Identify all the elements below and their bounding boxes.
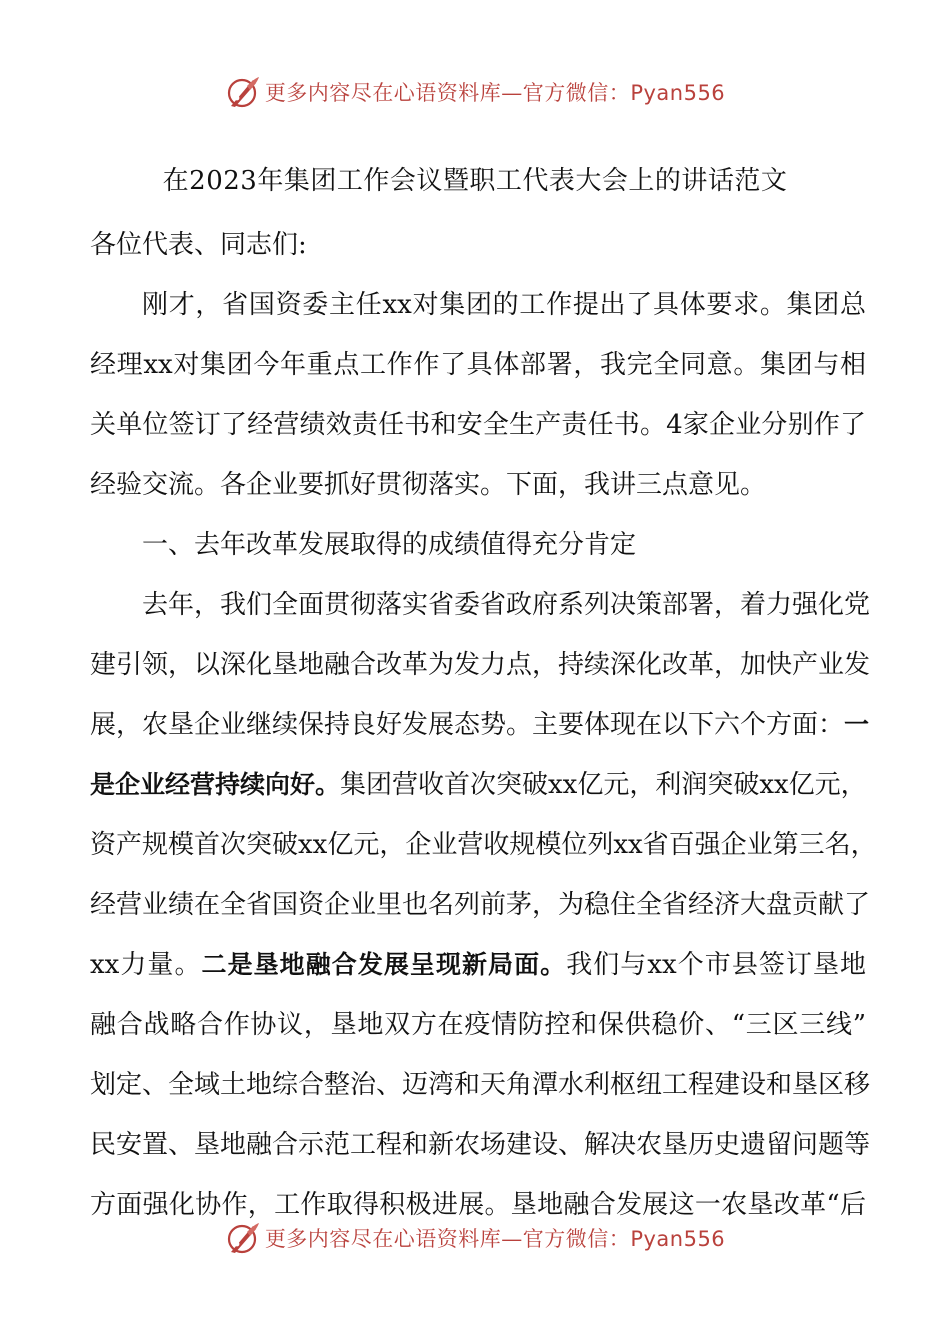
watermark-label: 更多内容尽在心语资料库—官方微信： [264,81,631,105]
body-line [90,644,871,704]
body-line [90,524,866,584]
body-text: 资产规模首次突破xx亿元，企业营收规模位列xx省百强企业第三名， [90,830,877,860]
body-line [90,944,866,1004]
body-text: 关单位签订了经营绩效责任书和安全生产责任书。4家企业分别作了 [90,410,866,440]
body-text: xx力量。 [90,950,202,980]
body-text: 刚才，省国资委主任xx对集团的工作提出了具体要求。集团总 [142,290,866,320]
watermark-handle: Pyan556 [630,81,726,105]
body-text: 经营业绩在全省国资企业里也名列前茅，为稳住全省经济大盘贡献了 [90,890,871,920]
body-text: 我们与xx个市县签订垦地 [566,950,867,980]
body-text: 民安置、垦地融合示范工程和新农场建设、解决农垦历史遗留问题等 [90,1130,871,1160]
body-text: 划定、全域土地综合整治、迈湾和天角潭水利枢纽工程建设和垦区移 [90,1070,871,1100]
body-line [90,224,866,284]
body-text: 融合战略合作协议，垦地双方在疫情防控和保供稳价、“三区三线” [90,1010,866,1040]
watermark-label: 更多内容尽在心语资料库—官方微信： [264,1227,631,1251]
body-text: 集团营收首次突破xx亿元，利润突破xx亿元， [340,770,867,800]
body-line [90,1124,871,1184]
body-line [90,884,871,944]
body-line [90,404,866,464]
body-text: 各位代表、同志们: [90,230,307,260]
body-text: 一、去年改革发展取得的成绩值得充分肯定 [142,530,637,560]
body-text: 方面强化协作，工作取得积极进展。垦地融合发展这一农垦改革“后 [90,1190,866,1220]
watermark-text [265,1223,725,1253]
watermark-banner-bottom [0,1218,950,1258]
body-text: 经验交流。各企业要抓好贯彻落实。下面，我讲三点意见。 [90,470,767,500]
body-text: 经理xx对集团今年重点工作作了具体部署，我完全同意。集团与相 [90,350,866,380]
body-line [90,1064,871,1124]
document-body [90,224,877,1244]
body-line [90,1004,866,1064]
body-text: 展，农垦企业继续保持良好发展态势。主要体现在以下六个方面： [90,710,845,740]
quill-pen-circle-icon [225,1220,261,1256]
quill-pen-circle-icon [225,74,261,110]
body-line [90,704,870,764]
bold-heading-text: 二是垦地融合发展呈现新局面。 [201,950,567,979]
body-line [90,464,866,524]
watermark-banner-top [0,72,950,112]
bold-heading-text: 是企业经营持续向好。 [90,770,341,799]
body-line [90,344,866,404]
body-line [90,284,866,344]
body-text: 建引领，以深化垦地融合改革为发力点，持续深化改革，加快产业发 [90,650,871,680]
watermark-text [265,77,725,107]
body-line [90,824,877,884]
watermark-handle: Pyan556 [630,1227,726,1251]
body-line [90,584,871,644]
document-title: 在2023年集团工作会议暨职工代表大会上的讲话范文 [162,166,788,196]
body-text: 去年，我们全面贯彻落实省委省政府系列决策部署，着力强化党 [142,590,871,620]
bold-heading-text: 一 [844,710,870,739]
body-line [90,764,866,824]
